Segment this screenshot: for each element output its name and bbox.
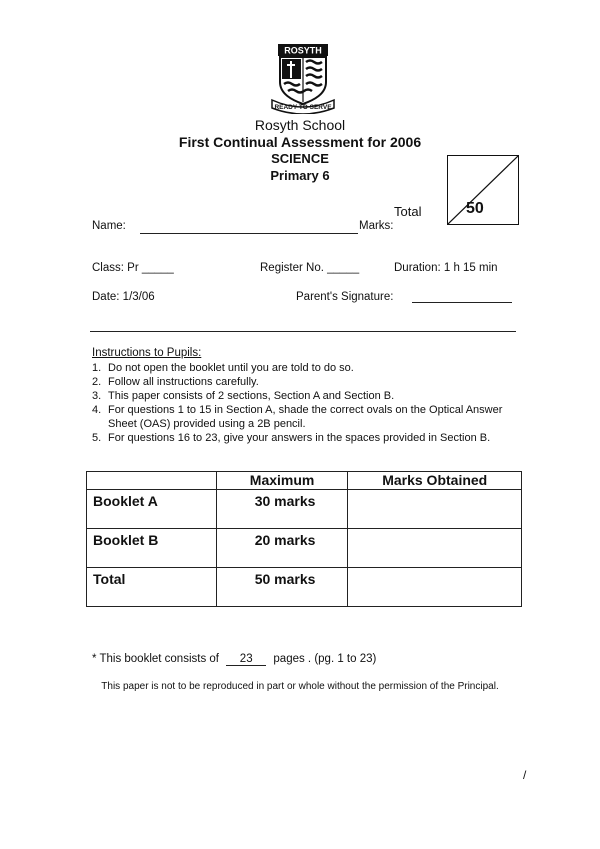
instruction-text: For questions 16 to 23, give your answers in the spaces provided in Section B. bbox=[108, 432, 491, 444]
row-obtained-cell[interactable] bbox=[348, 529, 522, 568]
svg-text:ROSYTH: ROSYTH bbox=[284, 45, 322, 56]
table-row bbox=[87, 529, 522, 568]
instructions-title: Instructions to Pupils: bbox=[92, 347, 202, 359]
instruction-number: 2. bbox=[92, 376, 102, 388]
table-row bbox=[87, 568, 522, 607]
school-name: Rosyth School bbox=[254, 117, 346, 133]
instruction-number: 1. bbox=[92, 362, 102, 374]
instruction-number: 5. bbox=[92, 432, 102, 444]
marks-table bbox=[86, 471, 522, 607]
row-label: Booklet B bbox=[87, 529, 217, 568]
instruction-item bbox=[92, 403, 532, 431]
row-label: Total bbox=[87, 568, 217, 607]
header-marks-obtained: Marks Obtained bbox=[348, 472, 522, 490]
total-label: Total bbox=[394, 204, 422, 219]
row-obtained-cell[interactable] bbox=[348, 568, 522, 607]
marks-label: Marks: bbox=[359, 220, 394, 232]
instruction-item bbox=[92, 431, 532, 445]
row-maximum: 20 marks bbox=[216, 529, 348, 568]
copyright-notice: This paper is not to be reproduced in part or whole without the permission of the Principal. bbox=[101, 681, 499, 692]
school-crest-logo bbox=[270, 42, 336, 114]
instruction-item bbox=[92, 375, 532, 389]
level-title: Primary 6 bbox=[270, 168, 330, 183]
divider bbox=[90, 331, 516, 332]
page-count: 23 bbox=[226, 653, 266, 666]
svg-text:READY TO SERVE: READY TO SERVE bbox=[274, 104, 332, 111]
instruction-text: Do not open the booklet until you are told to do so. bbox=[108, 362, 354, 374]
name-label: Name: bbox=[92, 220, 126, 232]
row-obtained-cell[interactable] bbox=[348, 490, 522, 529]
class-field[interactable]: Class: Pr _____ bbox=[92, 262, 174, 274]
table-row bbox=[87, 490, 522, 529]
signature-field[interactable] bbox=[412, 302, 512, 303]
date-text: Date: 1/3/06 bbox=[92, 291, 155, 303]
booklet-page-count bbox=[92, 653, 376, 666]
instruction-item bbox=[92, 361, 532, 375]
row-maximum: 50 marks bbox=[216, 568, 348, 607]
row-label: Booklet A bbox=[87, 490, 217, 529]
register-field[interactable]: Register No. _____ bbox=[260, 262, 360, 274]
instructions-list bbox=[92, 361, 532, 445]
page-mark: / bbox=[523, 768, 527, 782]
instruction-text: This paper consists of 2 sections, Section A and Section B. bbox=[108, 390, 395, 402]
instruction-text: For questions 1 to 15 in Section A, shade the correct ovals on the Optical Answer Sheet (OAS) provided using a 2B pencil. bbox=[108, 404, 503, 430]
instruction-number: 4. bbox=[92, 404, 102, 416]
instruction-text: Follow all instructions carefully. bbox=[108, 376, 259, 388]
signature-label: Parent's Signature: bbox=[296, 291, 394, 303]
header-maximum: Maximum bbox=[216, 472, 348, 490]
instruction-item bbox=[92, 389, 532, 403]
duration-text: Duration: 1 h 15 min bbox=[394, 262, 498, 274]
booklet-suffix: pages . (pg. 1 to 23) bbox=[273, 653, 377, 665]
header-blank bbox=[87, 472, 217, 490]
total-max-value: 50 bbox=[466, 200, 484, 217]
subject-title: SCIENCE bbox=[271, 151, 329, 166]
assessment-title: First Continual Assessment for 2006 bbox=[178, 134, 422, 150]
instruction-number: 3. bbox=[92, 390, 102, 402]
name-field[interactable] bbox=[140, 233, 358, 234]
marks-table-header bbox=[87, 472, 522, 490]
row-maximum: 30 marks bbox=[216, 490, 348, 529]
booklet-prefix: * This booklet consists of bbox=[92, 653, 219, 665]
